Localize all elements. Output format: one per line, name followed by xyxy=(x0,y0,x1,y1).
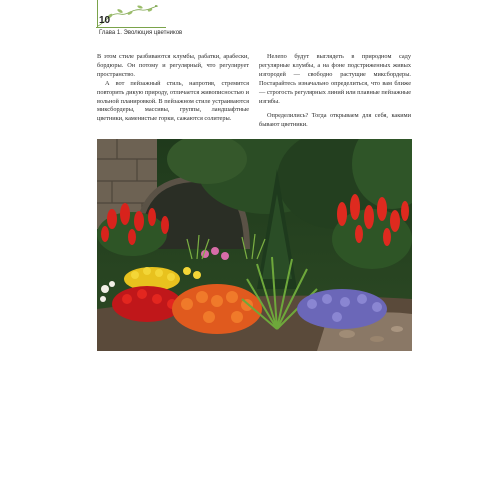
left-paragraph-2: А вот пейзажный стиль, напротив, стремится повторить дикую природу, отличается живописностью и вольной планировкой. В пейзажном стиле устраиваются миксбордеры, массивы, группы, ландшафтные цветники, каменистые горки, сажаются солитеры. xyxy=(97,79,249,123)
right-paragraph-1: Нелепо будут выглядеть в природном саду регулярные клумбы, а на фоне подстриженных живых изгородей — свободно растущие миксбордеры. Постарайтесь изначально определиться, что вам ближе — строгость регулярных линий или плавные пейзажные изгибы. xyxy=(259,53,411,105)
left-paragraph-1: В этом стиле разбиваются клумбы, рабатки, арабески, бордюры. Он потому и регулярный, что регулирует пространство. xyxy=(97,53,249,78)
right-paragraph-2: Определились? Тогда открываем для себя, какими бывают цветники. xyxy=(259,112,411,129)
left-text-column xyxy=(97,53,249,124)
page-number: 10 xyxy=(99,15,111,26)
garden-photo-illustration xyxy=(97,139,412,351)
right-text-column xyxy=(259,53,411,130)
header-vertical-rule xyxy=(97,0,98,28)
garden-photo xyxy=(97,139,412,351)
chapter-title: Глава 1. Эволюция цветников xyxy=(99,30,183,36)
header-rule xyxy=(96,27,166,28)
